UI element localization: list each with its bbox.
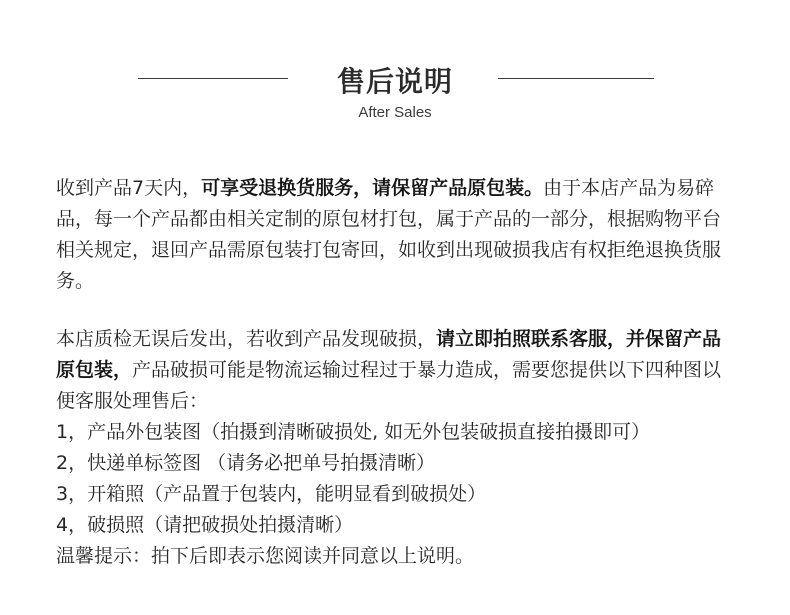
page-title: 售后说明 [336,65,453,98]
paragraph-text: 收到产品7天内， [56,177,202,199]
page-subtitle: After Sales [358,104,432,121]
list-item: 2，快递单标签图 （请务必把单号拍摄清晰） [56,452,436,474]
paragraph-text: 由于本店产品为易碎品，每一个产品都由相关定制的原包材打包，属于产品的一部分，根据购物平台相关规定，退回产品需原包装打包寄回，如收到出现破损我店有权拒绝退换货服务。 [56,177,722,292]
bold-notice: 请立即拍照联系客服，并保留产品原包装， [56,328,722,381]
paragraph-text: 产品破损可能是物流运输过程过于暴力造成，需要您提供以下四种图以便客服处理售后： [56,359,722,412]
right-divider [498,78,654,79]
list-item: 3，开箱照（产品置于包装内，能明显看到破损处） [56,483,487,505]
return-policy-paragraph [56,173,736,297]
list-item: 4，破损照（请把破损处拍摄清晰） [56,514,354,536]
header [0,58,790,128]
list-item: 1，产品外包装图（拍摄到清晰破损处, 如无外包装破损直接拍摄即可） [56,421,651,443]
bold-notice: 可享受退换货服务，请保留产品原包装。 [201,177,544,199]
content [56,173,736,572]
damage-policy-paragraph [56,324,736,417]
paragraph-text: 本店质检无误后发出，若收到产品发现破损， [56,328,437,350]
tip: 温馨提示：拍下后即表示您阅读并同意以上说明。 [56,545,475,567]
